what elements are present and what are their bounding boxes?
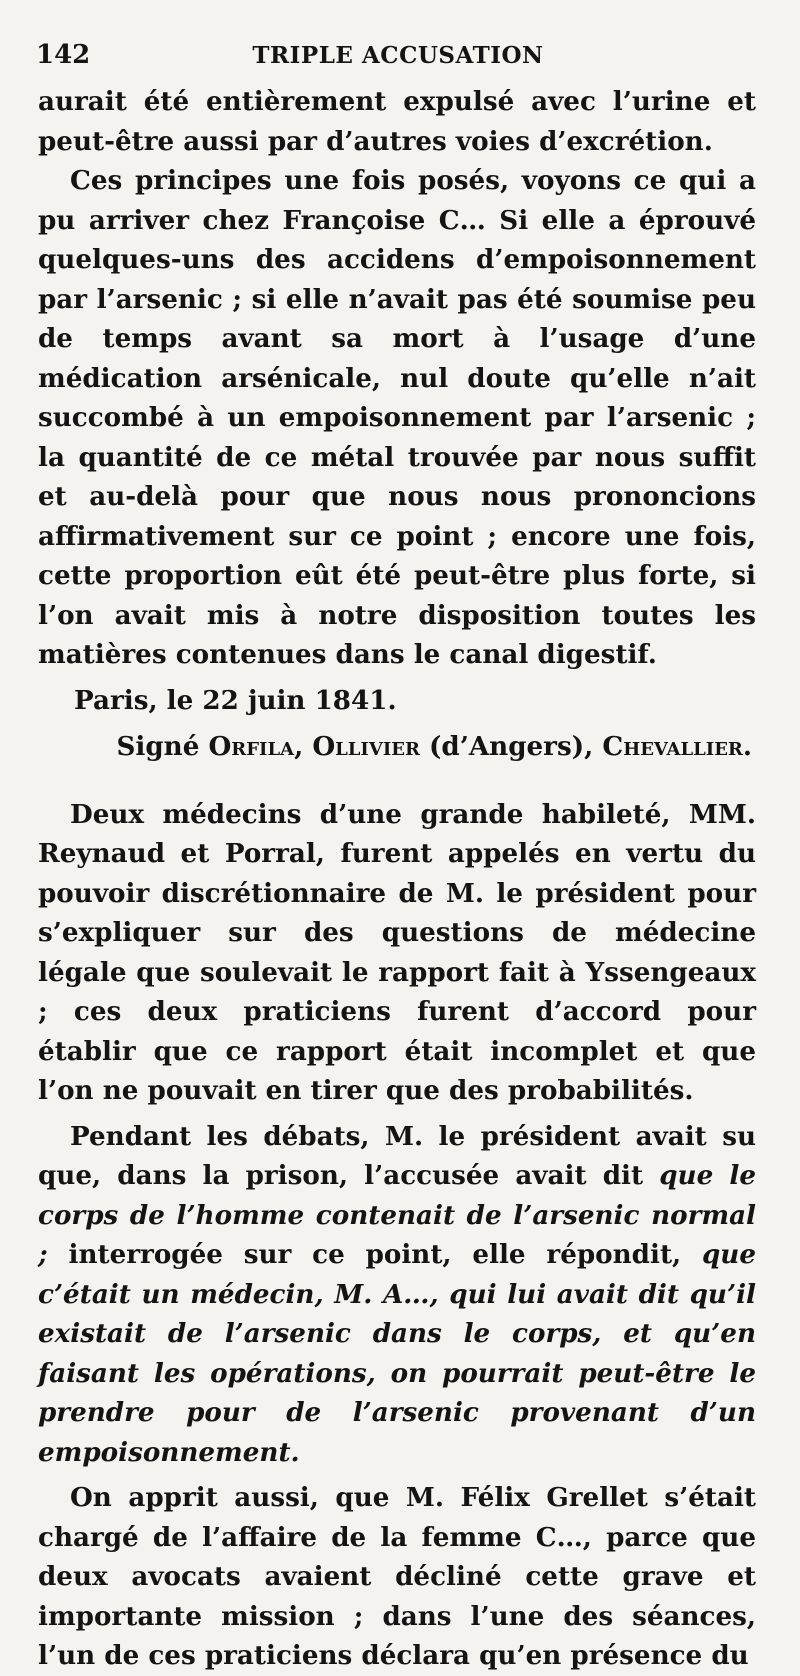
signature-middle: (d’Angers), bbox=[419, 731, 603, 762]
signatory-ollivier: Ollivier bbox=[312, 731, 420, 762]
page-header bbox=[36, 40, 760, 80]
page-number: 142 bbox=[36, 40, 91, 70]
paragraph-debats bbox=[38, 1117, 756, 1473]
paragraph-grellet: On apprit aussi, que M. Félix Grellet s’était chargé de l’affaire de la femme C…, parce que deux avocats avaient décliné cette grave et importante mission ; dans l’une des séances, l’un de ces praticiens déclara qu’en présence du bbox=[38, 1482, 756, 1671]
debats-quote-1: que le corps de l’homme contenait de l’arsenic normal ; bbox=[38, 1160, 756, 1270]
signature-prefix: Signé bbox=[116, 731, 209, 762]
paragraph-medecins: Deux médecins d’une grande habileté, MM. Reynaud et Porral, furent appelés en vertu du pouvoir discrétionnaire de M. le président pour s’expliquer sur des questions de médecine légale que soulevait le rapport fait à Yssengeaux ; ces deux praticiens furent d’accord pour établir que ce rapport était incomplet et que l’on ne pouvait en tirer que des probabilités. bbox=[38, 798, 756, 1106]
debats-text-a: Pendant les débats, M. le président avait su que, dans la prison, l’accusée avait dit bbox=[38, 1120, 756, 1191]
signature-separator: , bbox=[294, 731, 313, 762]
debats-quote-2: que c’était un médecin, M. A…, qui lui avait dit qu’il existait de l’arsenic dans le corps, et qu’en faisant les opérations, on pourrait peut-être le prendre pour de l’arsenic provenant d’un empoisonnement. bbox=[38, 1239, 756, 1468]
signatory-chevallier: Chevallier. bbox=[602, 731, 752, 762]
date-line: Paris, le 22 juin 1841. bbox=[74, 684, 397, 716]
paragraph-continuation: aurait été entièrement expulsé avec l’urine et peut-être aussi par d’autres voies d’excrétion. bbox=[38, 86, 756, 157]
signature-line bbox=[38, 727, 756, 767]
body-text bbox=[38, 82, 756, 1676]
debats-text-c: interrogée sur ce point, elle répondit, bbox=[47, 1239, 702, 1270]
signatory-orfila: Orfila bbox=[208, 731, 295, 762]
paragraph-principes: Ces principes une fois posés, voyons ce qui a pu arriver chez Françoise C… Si elle a éprouvé quelques-uns des accidens d’empoisonnement par l’arsenic ; si elle n’avait pas été soumise peu de temps avant sa mort à l’usage d’une médication arsénicale, nul doute qu’elle n’ait succombé à un empoisonnement par l’arsenic ; la quantité de ce métal trouvée par nous suffit et au-delà pour que nous nous prononcions affirmativement sur ce point ; encore une fois, cette proportion eût été peut-être plus forte, si l’on avait mis à notre disposition toutes les matières contenues dans le canal digestif. bbox=[38, 165, 756, 670]
running-title: TRIPLE ACCUSATION bbox=[252, 42, 544, 69]
